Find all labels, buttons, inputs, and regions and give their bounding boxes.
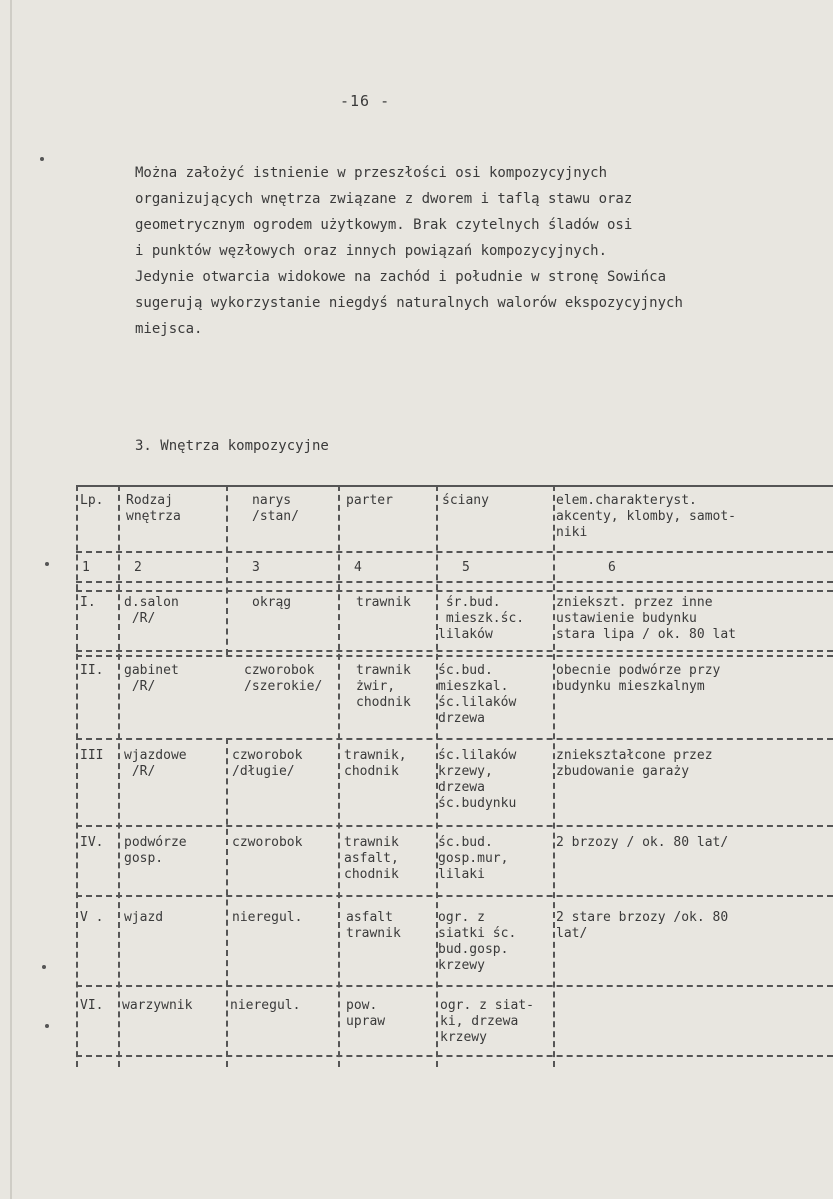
row-parter: pow. upraw [346,998,386,1029]
row-rodzaj: wjazd [124,910,164,925]
table-rule [76,985,833,987]
col-number: 2 [134,560,142,575]
row-rodzaj: d.salon /R/ [124,595,179,626]
row-rodzaj: podwórze gosp. [124,835,187,866]
table-rule [76,590,833,592]
margin-dot [42,965,46,969]
paragraph-line: sugerują wykorzystanie niegdyś naturalnych walorów ekspozycyjnych [135,295,683,311]
row-sciany: śc.lilaków krzewy, drzewa śc.budynku [438,748,517,811]
table-column-line [226,738,228,1067]
row-elem: 2 stare brzozy /ok. 80 lat/ [556,910,729,941]
paragraph-line: i punktów węzłowych oraz innych powiązań kompozycyjnych. [135,243,608,259]
header-narys: narys /stan/ [252,493,299,524]
page-number: -16 - [340,92,391,110]
table-rule [76,655,833,657]
interiors-table [76,485,833,1067]
row-narys: nieregul. [230,998,301,1013]
row-lp: I. [80,595,96,610]
body-paragraph [135,160,825,342]
col-number: 1 [82,560,90,575]
row-parter: trawnik asfalt, chodnik [344,835,399,882]
row-elem: obecnie podwórze przy budynku mieszkalnym [556,663,721,694]
row-sciany: śc.bud. gosp.mur, lilaki [438,835,509,882]
margin-dot [40,157,44,161]
row-narys: okrąg [252,595,292,610]
row-rodzaj: gabinet /R/ [124,663,179,694]
paragraph-line: Jedynie otwarcia widokowe na zachód i południe w stronę Sowińca [135,269,667,285]
table-rule [76,825,833,827]
page-edge [10,0,12,1199]
table-rule [76,650,833,652]
table-column-line [553,485,555,1067]
row-narys: nieregul. [232,910,303,925]
row-narys: czworobok /szerokie/ [244,663,323,694]
header-sciany: ściany [442,493,489,508]
margin-dot [45,1024,49,1028]
paragraph-line: miejsca. [135,321,203,337]
row-lp: VI. [80,998,104,1013]
row-narys: czworobok [232,835,303,850]
table-column-line [338,485,340,1067]
paragraph-line: geometrycznym ogrodem użytkowym. Brak czytelnych śladów osi [135,217,633,233]
table-rule [76,1055,833,1057]
row-elem: 2 brzozy / ok. 80 lat/ [556,835,729,850]
col-number: 6 [608,560,616,575]
col-number: 5 [462,560,470,575]
paragraph-line: organizujących wnętrza związane z dworem i taflą stawu oraz [135,191,633,207]
row-lp: IV. [80,835,104,850]
col-number: 4 [354,560,362,575]
header-parter: parter [346,493,393,508]
row-sciany: śc.bud. mieszkal. śc.lilaków drzewa [438,663,517,726]
table-column-line [226,485,228,655]
table-rule [76,581,833,583]
table-rule [76,485,833,487]
margin-dot [45,562,49,566]
row-parter: trawnik, chodnik [344,748,407,779]
row-narys: czworobok /długie/ [232,748,303,779]
table-rule [76,551,833,553]
table-column-line [76,485,78,1067]
row-lp: V . [80,910,104,925]
row-sciany: ogr. z siat- ki, drzewa krzewy [440,998,534,1045]
header-elem: elem.charakteryst. akcenty, klomby, samot- niki [556,493,737,540]
table-rule [76,738,833,740]
row-elem: zniekszt. przez inne ustawienie budynku stara lipa / ok. 80 lat [556,595,737,642]
row-parter: trawnik [356,595,411,610]
paragraph-line: Można założyć istnienie w przeszłości osi kompozycyjnych [135,165,608,181]
row-elem: zniekształcone przez zbudowanie garaży [556,748,713,779]
section-heading: 3. Wnętrza kompozycyjne [135,438,329,454]
row-lp: II. [80,663,104,678]
header-lp: Lp. [80,493,104,508]
table-rule [76,895,833,897]
row-parter: asfalt trawnik [346,910,401,941]
row-rodzaj: warzywnik [122,998,193,1013]
row-lp: III [80,748,104,763]
table-column-line [118,485,120,1067]
row-sciany: śr.bud. mieszk.śc. lilaków [438,595,525,642]
row-parter: trawnik żwir, chodnik [356,663,411,710]
header-rodzaj: Rodzaj wnętrza [126,493,181,524]
row-rodzaj: wjazdowe /R/ [124,748,187,779]
row-sciany: ogr. z siatki śc. bud.gosp. krzewy [438,910,517,973]
col-number: 3 [252,560,260,575]
